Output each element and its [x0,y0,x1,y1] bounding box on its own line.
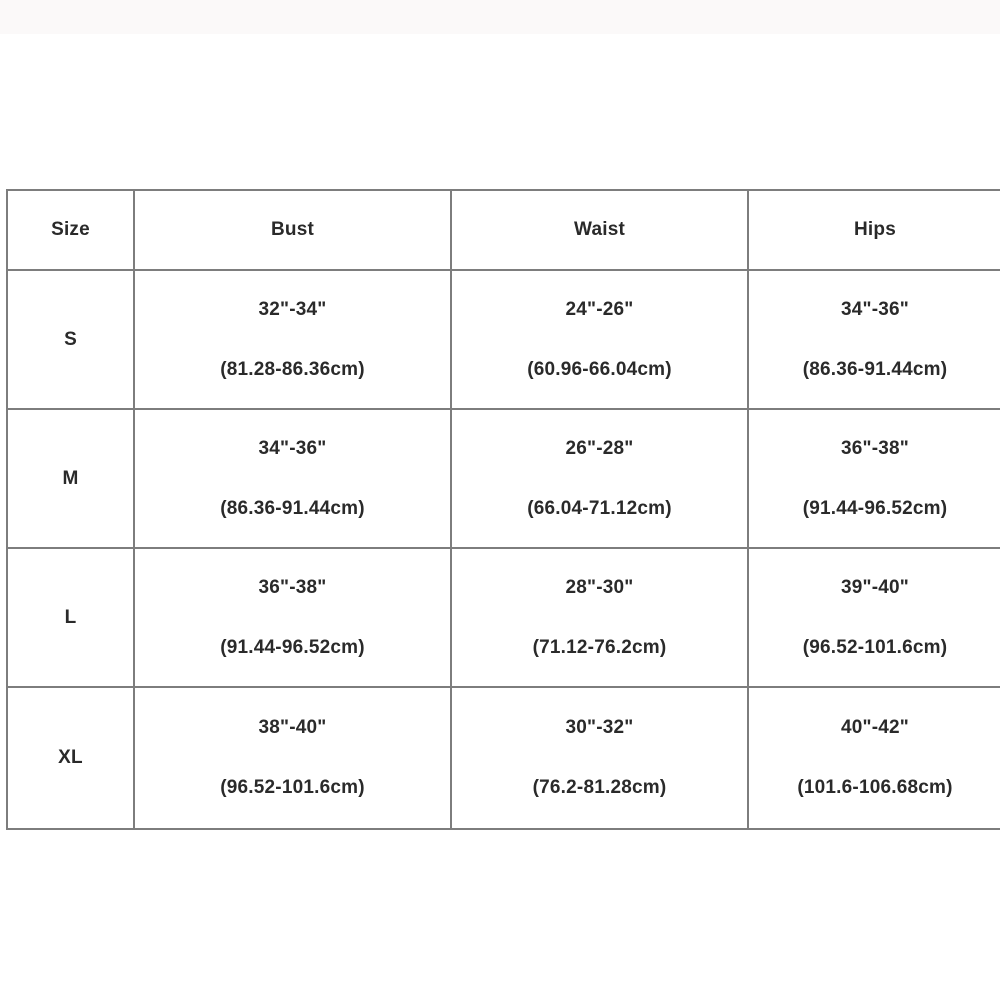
top-band [0,0,1000,34]
size-cell: S [7,270,134,409]
bust-inches: 32"-34" [258,298,327,320]
waist-cm: (71.12-76.2cm) [532,636,667,658]
waist-cm: (66.04-71.12cm) [527,497,672,519]
waist-cm: (60.96-66.04cm) [527,358,672,380]
waist-cell [451,409,748,548]
bust-cm: (91.44-96.52cm) [220,636,365,658]
waist-inches: 30"-32" [565,717,634,738]
size-chart-table [6,189,1000,830]
waist-cell [451,687,748,829]
header-bust: Bust [134,190,451,270]
table-row [7,687,1000,829]
bust-inches: 36"-38" [258,576,327,598]
waist-inches: 24"-26" [565,298,634,320]
bust-cell [134,548,451,687]
header-row [7,190,1000,270]
waist-cm: (76.2-81.28cm) [532,777,667,798]
table-row [7,409,1000,548]
hips-cm: (96.52-101.6cm) [802,636,948,658]
table-row [7,270,1000,409]
hips-inches: 40"-42" [840,717,909,738]
waist-cell [451,548,748,687]
hips-cm: (91.44-96.52cm) [802,497,948,519]
hips-cm: (86.36-91.44cm) [802,358,948,380]
hips-cell [748,270,1000,409]
bust-cell [134,687,451,829]
size-cell: L [7,548,134,687]
hips-inches: 36"-38" [840,437,909,459]
bust-cm: (96.52-101.6cm) [220,777,365,798]
bust-cell [134,270,451,409]
bust-inches: 34"-36" [258,437,327,459]
table-row [7,548,1000,687]
hips-cell [748,687,1000,829]
bust-cell [134,409,451,548]
bust-inches: 38"-40" [258,717,327,738]
bust-cm: (86.36-91.44cm) [220,497,365,519]
waist-inches: 28"-30" [565,576,634,598]
hips-cell [748,409,1000,548]
hips-cm: (101.6-106.68cm) [797,777,953,798]
hips-inches: 39"-40" [840,576,909,598]
bust-cm: (81.28-86.36cm) [220,358,365,380]
header-hips: Hips [748,190,1000,270]
hips-cell [748,548,1000,687]
header-waist: Waist [451,190,748,270]
header-size: Size [7,190,134,270]
waist-inches: 26"-28" [565,437,634,459]
size-cell: XL [7,687,134,829]
waist-cell [451,270,748,409]
size-cell: M [7,409,134,548]
hips-inches: 34"-36" [840,298,909,320]
